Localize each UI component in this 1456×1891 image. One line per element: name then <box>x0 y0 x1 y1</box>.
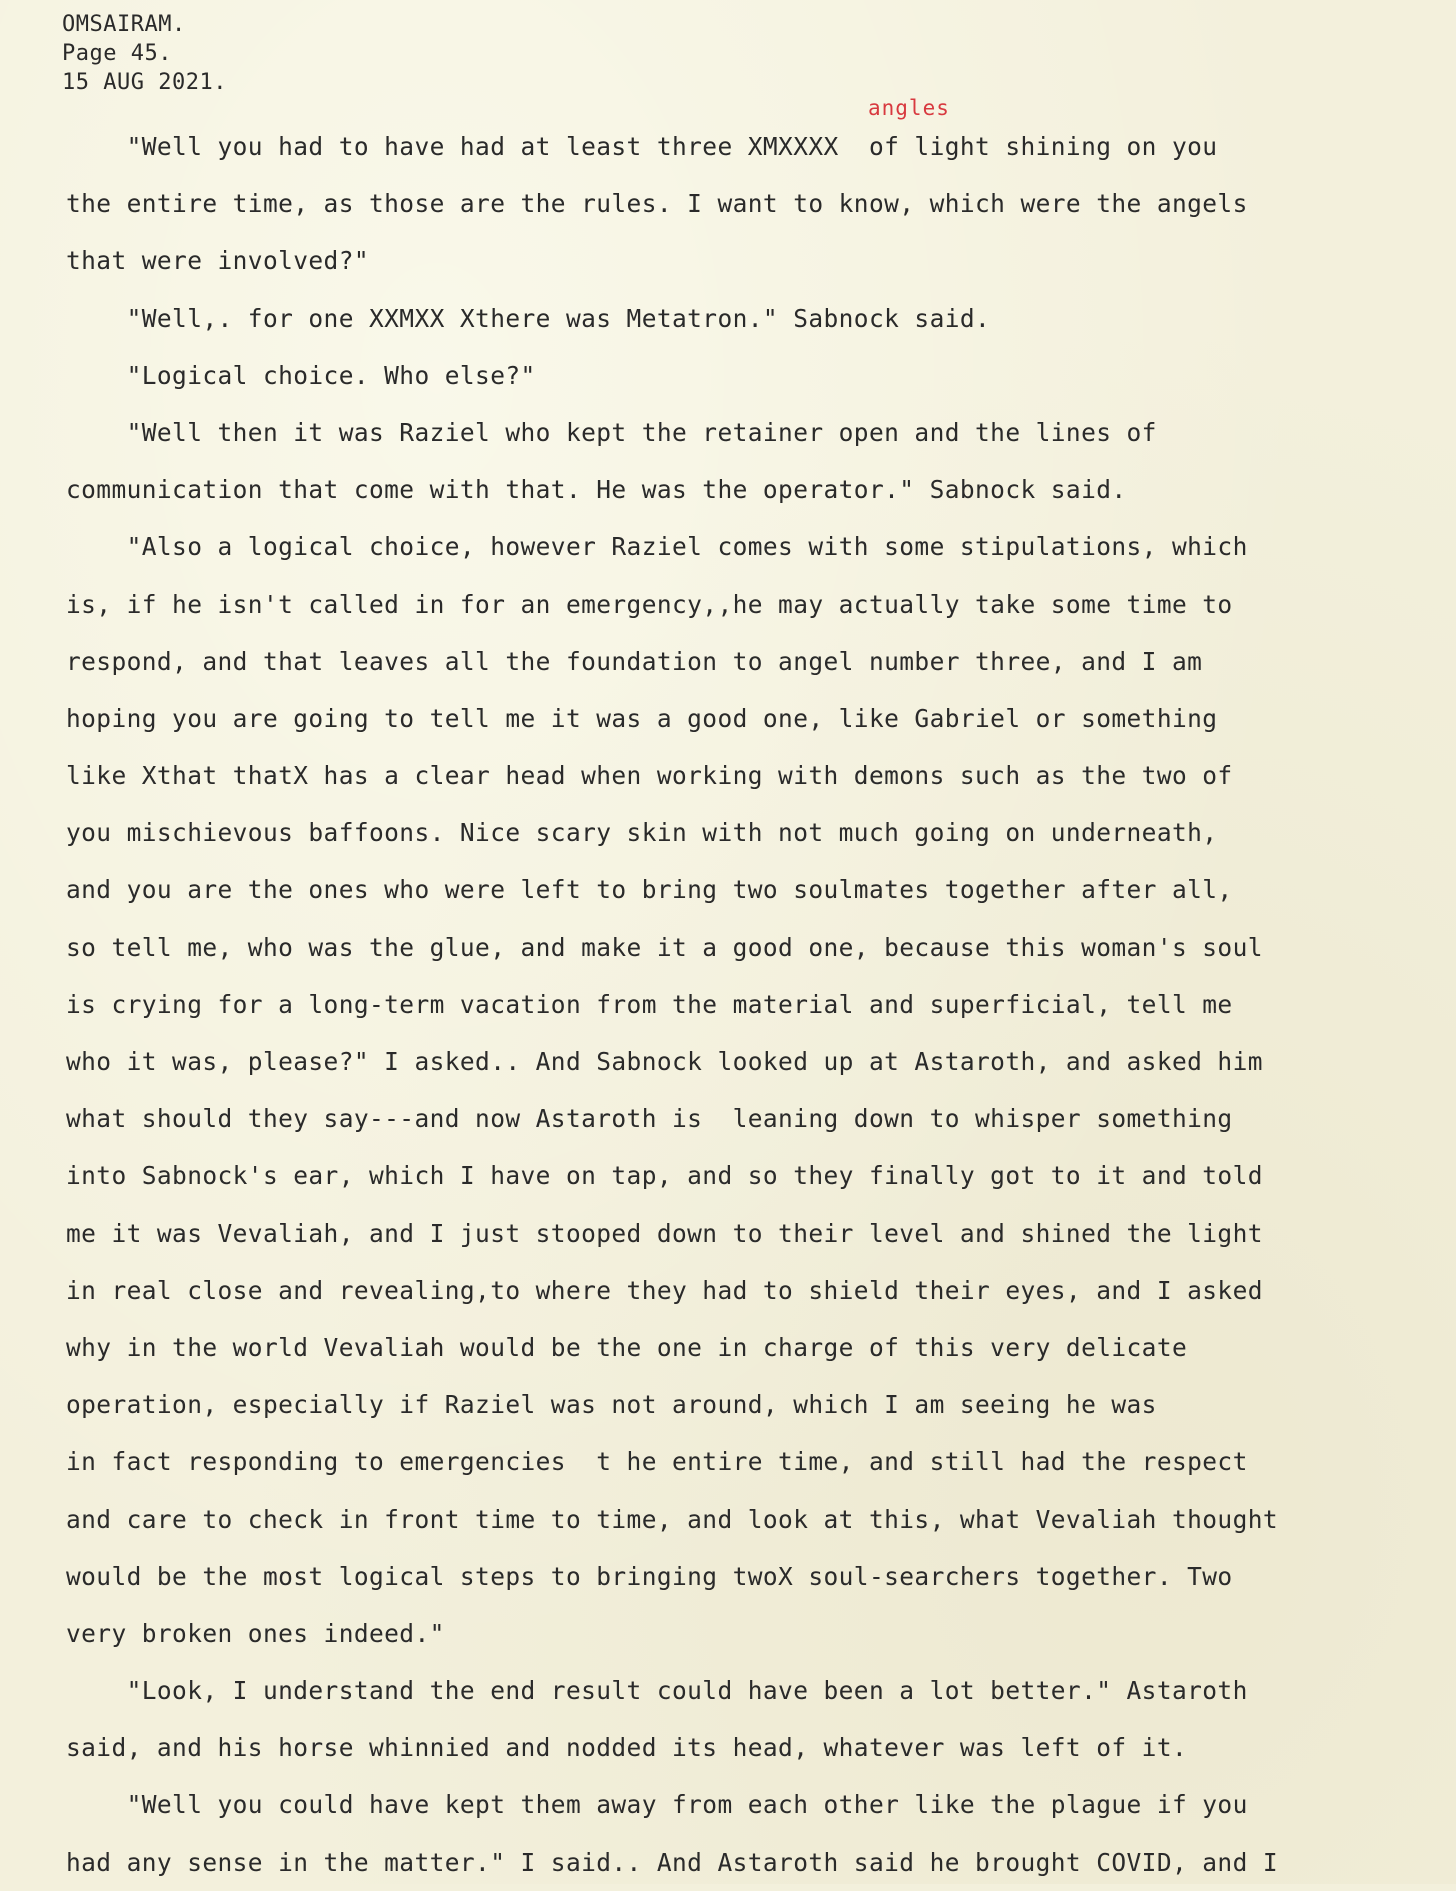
text-line: operation, especially if Raziel was not around, which I am seeing he was <box>66 1390 1157 1420</box>
text-line: me it was Vevaliah, and I just stooped down to their level and shined the light <box>66 1218 1263 1248</box>
text-line: hoping you are going to tell me it was a good one, like Gabriel or something <box>66 703 1218 733</box>
text-line: "Logical choice. Who else?" <box>66 360 536 390</box>
header-title: OMSAIRAM. <box>62 12 186 37</box>
text-line: "Also a logical choice, however Raziel comes with some stipulations, which <box>66 532 1248 562</box>
text-line: and care to check in front time to time, and look at this, what Vevaliah thought <box>66 1504 1279 1534</box>
text-line: and you are the ones who were left to bring two soulmates together after all, <box>66 875 1233 905</box>
text-line: had any sense in the matter." I said.. And Astaroth said he brought COVID, and I <box>66 1847 1279 1877</box>
text-line: why in the world Vevaliah would be the one in charge of this very delicate <box>66 1332 1188 1362</box>
text-line: communication that come with that. He was the operator." Sabnock said. <box>66 475 1127 505</box>
text-line: so tell me, who was the glue, and make it a good one, because this woman's soul <box>66 932 1263 962</box>
text-line: is, if he isn't called in for an emergency,,he may actually take some time to <box>66 589 1233 619</box>
text-line: into Sabnock's ear, which I have on tap, and so they finally got to it and told <box>66 1161 1263 1191</box>
text-line: "Look, I understand the end result could have been a lot better." Astaroth <box>66 1676 1248 1706</box>
text-line: in real close and revealing,to where they had to shield their eyes, and I asked <box>66 1275 1263 1305</box>
text-line: the entire time, as those are the rules. I want to know, which were the angels <box>66 189 1248 219</box>
text-line: is crying for a long-term vacation from the material and superficial, tell me <box>66 989 1233 1019</box>
page-header <box>62 10 227 97</box>
text-line: respond, and that leaves all the foundation to angel number three, and I am <box>66 646 1203 676</box>
text-line: that were involved?" <box>66 246 370 276</box>
header-page-number: Page 45. <box>62 41 172 66</box>
text-line: like Xthat thatX has a clear head when working with demons such as the two of <box>66 761 1233 791</box>
text-line: "Well you had to have had at least three XMXXXX of light shining on you <box>66 132 1218 161</box>
text-line: "Well you could have kept them away from each other like the plague if you <box>66 1790 1248 1820</box>
text-line: in fact responding to emergencies t he entire time, and still had the respect <box>66 1447 1248 1477</box>
manuscript-body <box>66 118 1446 1891</box>
handwritten-correction: angles <box>868 96 950 120</box>
text-line: you mischievous baffoons. Nice scary skin with not much going on underneath, <box>66 818 1218 848</box>
text-line: would be the most logical steps to bringing twoX soul-searchers together. Two <box>66 1561 1233 1591</box>
text-line: said, and his horse whinnied and nodded its head, whatever was left of it. <box>66 1733 1188 1763</box>
text-line: very broken ones indeed." <box>66 1618 445 1648</box>
text-line: what should they say---and now Astaroth is leaning down to whisper something <box>66 1104 1233 1134</box>
text-line: "Well then it was Raziel who kept the retainer open and the lines of <box>66 417 1157 447</box>
header-date: 15 AUG 2021. <box>62 70 227 95</box>
text-line: "Well,. for one XXMXX Xthere was Metatron." Sabnock said. <box>66 303 991 333</box>
text-line: who it was, please?" I asked.. And Sabnock looked up at Astaroth, and asked him <box>66 1047 1263 1076</box>
